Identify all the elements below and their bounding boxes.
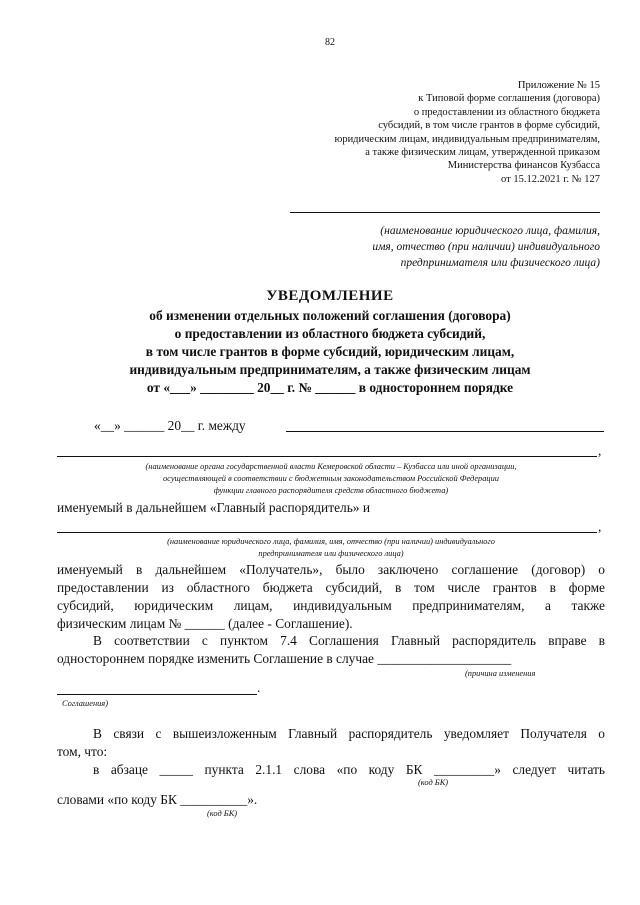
recipient-caption bbox=[372, 223, 600, 271]
org-caption-line: (наименование органа государственной власти Кемеровской области – Кузбасса или иной организации, bbox=[145, 462, 517, 471]
reason-end-dot: . bbox=[257, 680, 261, 695]
paragraph-agreement bbox=[57, 561, 605, 633]
appendix-line: к Типовой форме соглашения (договора) bbox=[418, 93, 600, 105]
date-between-line: «__» ______ 20__ г. между bbox=[94, 418, 246, 433]
paragraph-line: том, что: bbox=[57, 744, 108, 759]
org-name-line bbox=[57, 456, 597, 457]
named-main-distributor: именуемый в дальнейшем «Главный распорядитель» и bbox=[57, 500, 371, 515]
kbk-caption-1: (код БК) bbox=[418, 778, 449, 787]
kbk-caption-2: (код БК) bbox=[207, 809, 238, 818]
appendix-line: от 15.12.2021 г. № 127 bbox=[501, 173, 600, 185]
person-caption bbox=[57, 536, 605, 560]
title-line: индивидуальным предпринимателям, а также физическим лицам bbox=[129, 362, 531, 377]
paragraph-kbk bbox=[57, 761, 605, 779]
paragraph-line: физическим лицам № ______ (далее - Соглашение). bbox=[57, 616, 353, 631]
person-name-line bbox=[57, 532, 597, 533]
appendix-line: юридическим лицам, индивидуальным предпринимателям, bbox=[334, 133, 600, 145]
org-caption bbox=[57, 461, 605, 497]
paragraph-line: субсидий, юридическим лицам, индивидуальным предпринимателям, а также bbox=[57, 598, 605, 613]
paragraph-line: одностороннем порядке изменить Соглашение в случае ____________________ bbox=[57, 651, 512, 666]
appendix-line: субсидий, в том числе грантов в форме субсидий, bbox=[378, 120, 600, 132]
person-line-comma: , bbox=[598, 519, 602, 534]
title-line: об изменении отдельных положений соглашения (договора) bbox=[149, 308, 511, 323]
reason-caption: (причина изменения bbox=[465, 669, 536, 678]
paragraph-line: в абзаце _____ пункта 2.1.1 слова «по коду БК _________» следует читать bbox=[93, 762, 605, 777]
recipient-name-line bbox=[290, 212, 600, 213]
party-blank-1 bbox=[286, 431, 604, 432]
title-line: от «___» ________ 20__ г. № ______ в одностороннем порядке bbox=[146, 380, 514, 395]
paragraph-right bbox=[57, 632, 605, 668]
title-line: о предоставлении из областного бюджета субсидий, bbox=[174, 326, 486, 341]
recipient-caption-line: имя, отчество (при наличии) индивидуального bbox=[372, 241, 600, 253]
recipient-caption-line: предпринимателя или физического лица) bbox=[400, 257, 600, 269]
appendix-line: а также физическим лицам, утвержденной приказом bbox=[365, 147, 600, 159]
paragraph-line: именуемый в дальнейшем «Получатель», было заключено соглашение (договор) о bbox=[57, 562, 605, 577]
paragraph-line: В соответствии с пунктом 7.4 Соглашения Главный распорядитель вправе в bbox=[93, 633, 605, 648]
reason-continuation-line bbox=[57, 694, 257, 695]
appendix-line: Приложение № 15 bbox=[517, 80, 600, 91]
paragraph-kbk-line2: словами «по коду БК __________». bbox=[57, 792, 258, 807]
agreement-caption: Соглашения) bbox=[62, 699, 108, 708]
recipient-caption-line: (наименование юридического лица, фамилия, bbox=[380, 225, 600, 237]
notice-title bbox=[0, 307, 640, 397]
paragraph-line: В связи с вышеизложенным Главный распорядитель уведомляет Получателя о bbox=[93, 726, 605, 741]
org-line-comma: , bbox=[598, 443, 602, 458]
org-caption-line: осуществляющей в соответствии с бюджетным законодательством Российской Федерации bbox=[162, 474, 499, 483]
org-caption-line: функции главного распорядителя средств областного бюджета) bbox=[213, 486, 449, 495]
person-caption-line: (наименование юридического лица, фамилия, имя, отчество (при наличии) индивидуального bbox=[167, 537, 495, 546]
paragraph-line: предоставлении из областного бюджета субсидий, в том числе грантов в форме bbox=[57, 580, 605, 595]
appendix-line: Министерства финансов Кузбасса bbox=[447, 160, 600, 172]
paragraph-notify bbox=[57, 725, 605, 761]
person-caption-line: предпринимателя или физического лица) bbox=[258, 549, 404, 558]
notice-heading: УВЕДОМЛЕНИЕ bbox=[266, 288, 394, 304]
title-line: в том числе грантов в форме субсидий, юридическим лицам, bbox=[145, 344, 515, 359]
page-number: 82 bbox=[325, 37, 335, 48]
appendix-header bbox=[334, 79, 600, 186]
appendix-line: о предоставлении из областного бюджета bbox=[413, 106, 600, 118]
